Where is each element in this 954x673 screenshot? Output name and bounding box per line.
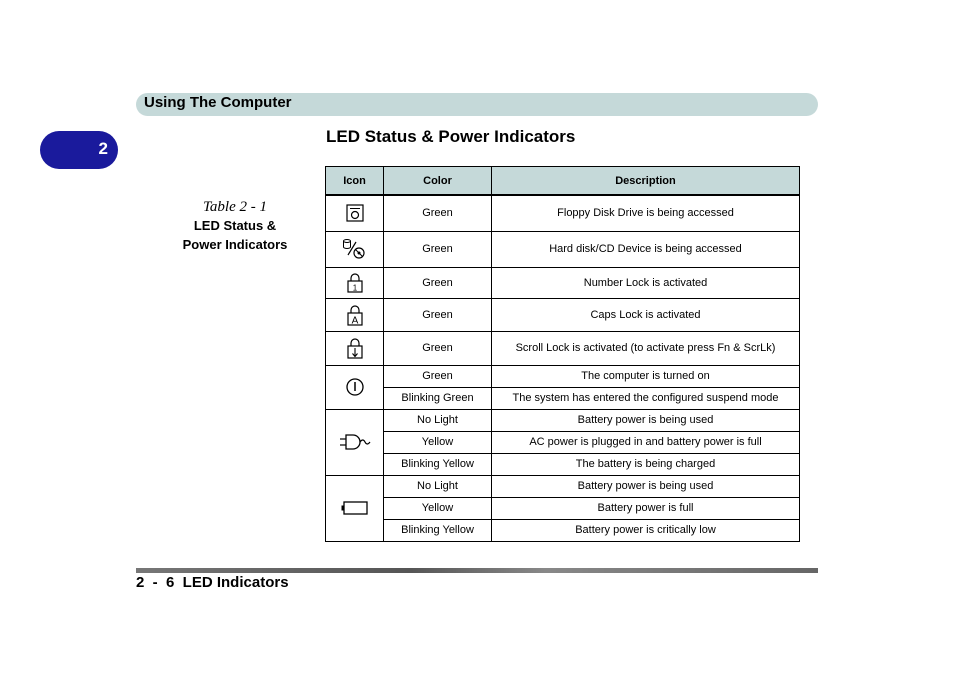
icon-cell <box>326 331 384 365</box>
description-cell: The system has entered the configured suspend mode <box>492 387 800 409</box>
header-description: Description <box>492 167 800 196</box>
header-bar <box>136 93 818 116</box>
color-cell: Green <box>384 195 492 231</box>
footer-page-label: 2 - 6 LED Indicators <box>136 574 289 591</box>
table-row <box>326 475 800 497</box>
header-icon: Icon <box>326 167 384 196</box>
battery-icon <box>341 500 369 516</box>
color-cell: Blinking Yellow <box>384 519 492 541</box>
scroll-lock-icon <box>346 337 364 359</box>
description-cell: Battery power is being used <box>492 475 800 497</box>
description-cell: Scroll Lock is activated (to activate press Fn & ScrLk) <box>492 331 800 365</box>
section-title: LED Status & Power Indicators <box>326 127 576 146</box>
caption-table-label: Table 2 - 1 <box>202 199 268 215</box>
description-cell: The computer is turned on <box>492 365 800 387</box>
color-cell: Green <box>384 298 492 331</box>
caption-line-1: LED Status & <box>193 218 277 233</box>
description-cell: Floppy Disk Drive is being accessed <box>492 195 800 231</box>
caption-line-2: Power Indicators <box>182 237 288 252</box>
chapter-number: 2 <box>98 139 108 158</box>
icon-cell <box>326 365 384 409</box>
num-lock-icon <box>346 273 364 293</box>
color-cell: Green <box>384 231 492 267</box>
description-cell: Caps Lock is activated <box>492 298 800 331</box>
table-row <box>326 331 800 365</box>
color-cell: Green <box>384 365 492 387</box>
table-caption <box>170 199 300 254</box>
icon-cell <box>326 231 384 267</box>
color-cell: Blinking Yellow <box>384 453 492 475</box>
ac-plug-icon <box>339 433 371 451</box>
hdd-cd-icon <box>342 238 368 260</box>
table-row <box>326 431 800 453</box>
table-row <box>326 453 800 475</box>
icon-cell <box>326 267 384 298</box>
color-cell: Green <box>384 331 492 365</box>
table-header-row <box>326 167 800 196</box>
table-row <box>326 195 800 231</box>
header-title: Using The Computer <box>144 94 292 111</box>
footer-rule <box>136 568 818 573</box>
table-row <box>326 497 800 519</box>
table-row <box>326 409 800 431</box>
table-row <box>326 365 800 387</box>
description-cell: Battery power is critically low <box>492 519 800 541</box>
color-cell: Yellow <box>384 431 492 453</box>
icon-cell <box>326 409 384 475</box>
table-row <box>326 267 800 298</box>
color-cell: Blinking Green <box>384 387 492 409</box>
description-cell: AC power is plugged in and battery power is full <box>492 431 800 453</box>
description-cell: Battery power is being used <box>492 409 800 431</box>
description-cell: Number Lock is activated <box>492 267 800 298</box>
table-row <box>326 231 800 267</box>
chapter-tab <box>40 131 118 169</box>
icon-cell <box>326 195 384 231</box>
description-cell: The battery is being charged <box>492 453 800 475</box>
color-cell: No Light <box>384 409 492 431</box>
power-icon <box>345 377 365 397</box>
color-cell: Yellow <box>384 497 492 519</box>
color-cell: No Light <box>384 475 492 497</box>
description-cell: Hard disk/CD Device is being accessed <box>492 231 800 267</box>
color-cell: Green <box>384 267 492 298</box>
caps-lock-icon <box>346 304 364 326</box>
table-row <box>326 387 800 409</box>
table-row <box>326 519 800 541</box>
icon-cell <box>326 475 384 541</box>
svg-text:1: 1 <box>352 283 357 292</box>
svg-text:A: A <box>351 315 358 326</box>
table-row <box>326 298 800 331</box>
header-color: Color <box>384 167 492 196</box>
led-status-table <box>325 166 800 542</box>
icon-cell <box>326 298 384 331</box>
floppy-disk-icon <box>345 203 365 223</box>
description-cell: Battery power is full <box>492 497 800 519</box>
